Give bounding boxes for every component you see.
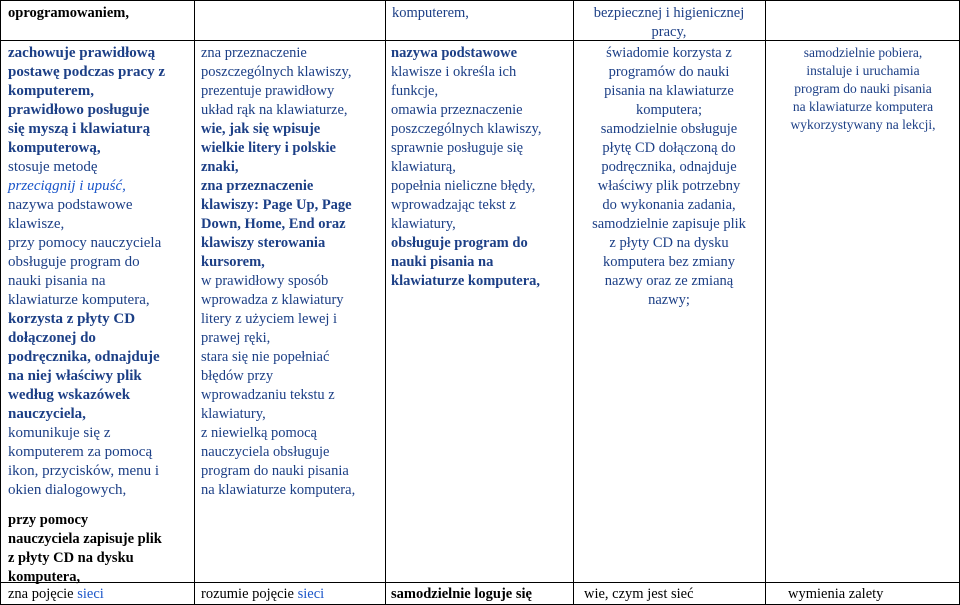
- col4-line: komputera bez zmiany: [602, 254, 736, 270]
- col1-line: stosuje metodę: [8, 159, 98, 175]
- col1-continuation-line: nauczyciela zapisuje plik: [8, 531, 162, 547]
- grade-column-3: [391, 44, 571, 291]
- col2-line: poszczególnych klawiszy,: [201, 64, 352, 80]
- col3-line: nazywa podstawowe: [391, 45, 518, 61]
- col1-line: klawiaturze komputera,: [8, 292, 150, 308]
- row-border: [0, 40, 960, 41]
- sieci-link[interactable]: sieci: [77, 586, 104, 602]
- col1-line: komputerową,: [8, 140, 101, 156]
- col2-line: klawiatury,: [201, 406, 266, 422]
- col4-line: płytę CD dołączoną do: [602, 140, 736, 156]
- col3-line: klawiatury,: [391, 216, 456, 232]
- col2-line: wielkie litery i polskie: [201, 140, 336, 156]
- col2-line: program do nauki pisania: [201, 463, 349, 479]
- col5-line: samodzielnie pobiera,: [803, 45, 923, 60]
- col5-line: wykorzystywany na lekcji,: [790, 117, 936, 132]
- top-cell-4: [577, 4, 761, 42]
- col1-line: obsługuje program do: [8, 254, 140, 270]
- col2-line: wprowadzaniu tekstu z: [201, 387, 335, 403]
- col2-line: z niewielką pomocą: [201, 425, 317, 441]
- col1-line: korzysta z płyty CD: [8, 311, 136, 327]
- col-border: [0, 0, 1, 605]
- col4-line: nazwy oraz ze zmianą: [604, 273, 734, 289]
- col4-line: do wykonania zadania,: [602, 197, 736, 213]
- col2-line: litery z użyciem lewej i: [201, 311, 338, 327]
- col1-line: komputerem,: [8, 83, 94, 99]
- col1-line: ikon, przycisków, menu i: [8, 463, 160, 479]
- col4-line: samodzielnie obsługuje: [600, 121, 738, 137]
- col4-line: pisania na klawiaturze: [604, 83, 734, 99]
- col1-line: na niej właściwy plik: [8, 368, 142, 384]
- col2-line: błędów przy: [201, 368, 274, 384]
- col-border: [385, 0, 386, 605]
- col2-line: układ rąk na klawiaturze,: [201, 102, 348, 118]
- col1-line: zachowuje prawidłową: [8, 45, 156, 61]
- col2-line: prawej ręki,: [201, 330, 271, 346]
- col4-line: programów do nauki: [608, 64, 730, 80]
- col1-line: według wskazówek: [8, 387, 131, 403]
- col3-line: sprawnie posługuje się: [391, 140, 524, 156]
- last-row-text: rozumie pojęcie: [201, 586, 298, 602]
- col2-line: klawiszy sterowania: [201, 235, 326, 251]
- col1-line: klawisze,: [8, 216, 65, 232]
- col1-line: się myszą i klawiaturą: [8, 121, 151, 137]
- col2-line: stara się nie popełniać: [201, 349, 330, 365]
- col1-line: przeciągnij i upuść,: [8, 178, 126, 194]
- top-cell-3: komputerem,: [392, 5, 469, 21]
- col1-line: postawę podczas pracy z: [8, 64, 166, 80]
- col2-line: kursorem,: [201, 254, 265, 270]
- last-row-cell-4: wie, czym jest sieć: [584, 586, 694, 602]
- col3-line: omawia przeznaczenie: [391, 102, 523, 118]
- last-row-cell-2: [201, 585, 383, 604]
- col1-line: nauki pisania na: [8, 273, 106, 289]
- col5-line: na klawiaturze komputera: [792, 99, 934, 114]
- col2-line: prezentuje prawidłowy: [201, 83, 335, 99]
- row-border: [0, 0, 960, 1]
- col3-line: nauki pisania na: [391, 254, 494, 270]
- col1-line: nazywa podstawowe: [8, 197, 133, 213]
- top-cell-1: oprogramowaniem,: [8, 5, 129, 21]
- col4-line: nazwy;: [648, 292, 690, 308]
- col2-line: zna przeznaczenie: [201, 178, 314, 194]
- col4-line: z płyty CD na dysku: [609, 235, 729, 251]
- col4-line: komputera;: [635, 102, 703, 118]
- col1-line: podręcznika, odnajduje: [8, 349, 160, 365]
- col3-line: popełnia nieliczne błędy,: [391, 178, 536, 194]
- col2-line: zna przeznaczenie: [201, 45, 307, 61]
- col1-continuation-line: z płyty CD na dysku: [8, 550, 134, 566]
- col1-continuation-line: przy pomocy: [8, 512, 89, 528]
- col1-line: okien dialogowych,: [8, 482, 127, 498]
- col3-line: funkcje,: [391, 83, 439, 99]
- col2-line: klawiszy: Page Up, Page: [201, 197, 352, 213]
- col2-line: Down, Home, End oraz: [201, 216, 346, 232]
- col1-line: komputerem za pomocą: [8, 444, 153, 460]
- col3-line: klawiaturą,: [391, 159, 456, 175]
- col4-line: właściwy plik potrzebny: [597, 178, 741, 194]
- col1-line: prawidłowo posługuje: [8, 102, 150, 118]
- col5-line: instaluje i uruchamia: [806, 63, 920, 78]
- top-cell-4-line: pracy,: [651, 24, 687, 40]
- col1-line: przy pomocy nauczyciela: [8, 235, 162, 251]
- col3-line: poszczególnych klawiszy,: [391, 121, 542, 137]
- col2-line: wie, jak się wpisuje: [201, 121, 321, 137]
- col3-line: wprowadzając tekst z: [391, 197, 516, 213]
- col3-line: klawiaturze komputera,: [391, 273, 541, 289]
- col-border: [765, 0, 766, 605]
- col1-continuation-line: komputera,: [8, 569, 81, 585]
- top-cell-4-line: bezpiecznej i higienicznej: [593, 5, 745, 21]
- col2-line: w prawidłowy sposób: [201, 273, 329, 289]
- col4-line: podręcznika, odnajduje: [601, 159, 737, 175]
- last-row-cell-1: [8, 585, 192, 604]
- col1-line: dołączonej do: [8, 330, 96, 346]
- grade-column-1: [8, 44, 192, 500]
- col2-line: nauczyciela obsługuje: [201, 444, 330, 460]
- last-row-cell-3: samodzielnie loguje się: [391, 586, 532, 602]
- col1-line: komunikuje się z: [8, 425, 111, 441]
- sieci-link[interactable]: sieci: [297, 586, 325, 602]
- col3-line: klawisze i określa ich: [391, 64, 517, 80]
- col1-continuation: [8, 511, 192, 587]
- col3-line: obsługuje program do: [391, 235, 528, 251]
- col2-line: wprowadza z klawiatury: [201, 292, 344, 308]
- last-row-text: zna pojęcie: [8, 586, 78, 602]
- grade-column-4: [577, 44, 761, 310]
- col2-line: na klawiaturze komputera,: [201, 482, 356, 498]
- grade-column-2: [201, 44, 383, 500]
- col-border: [573, 0, 574, 605]
- col4-line: świadomie korzysta z: [606, 45, 732, 61]
- col4-line: samodzielnie zapisuje plik: [592, 216, 746, 232]
- last-row-cell-5: wymienia zalety: [788, 586, 884, 602]
- col2-line: znaki,: [201, 159, 239, 175]
- col5-line: program do nauki pisania: [794, 81, 932, 96]
- col1-line: nauczyciela,: [8, 406, 86, 422]
- col-border: [194, 0, 195, 605]
- grade-column-5: [768, 44, 958, 134]
